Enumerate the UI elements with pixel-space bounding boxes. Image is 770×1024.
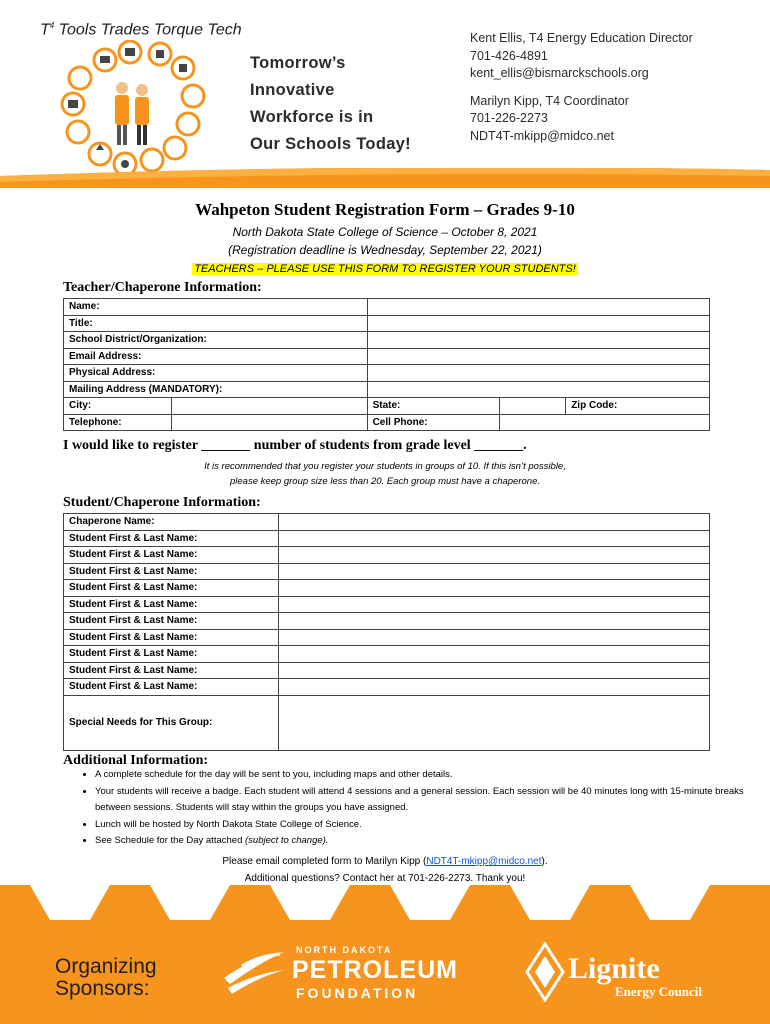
student-label: Student First & Last Name: bbox=[64, 613, 279, 630]
teacher-info-table bbox=[63, 298, 710, 431]
field-label: Physical Address: bbox=[64, 365, 368, 382]
field-label: Mailing Address (MANDATORY): bbox=[64, 381, 368, 398]
state-label: State: bbox=[367, 398, 500, 415]
student-label: Student First & Last Name: bbox=[64, 646, 279, 663]
email-instruction: Please email completed form to Marilyn Kipp (NDT4T-mkipp@midco.net). bbox=[222, 856, 548, 867]
student-label: Student First & Last Name: bbox=[64, 596, 279, 613]
student-input[interactable] bbox=[278, 547, 709, 564]
student-input[interactable] bbox=[278, 596, 709, 613]
field-label: Email Address: bbox=[64, 348, 368, 365]
additional-info-list bbox=[70, 767, 745, 850]
student-label: Student First & Last Name: bbox=[64, 629, 279, 646]
student-input[interactable] bbox=[278, 662, 709, 679]
student-input[interactable] bbox=[278, 613, 709, 630]
list-item: • Lunch will be hosted by North Dakota State College of Science. bbox=[95, 817, 745, 834]
questions-line: Additional questions? Contact her at 701-226-2273. Thank you! bbox=[244, 873, 526, 884]
npf-bottom: FOUNDATION bbox=[296, 985, 419, 1001]
school-input[interactable] bbox=[367, 332, 709, 349]
student-input[interactable] bbox=[278, 530, 709, 547]
email-link[interactable]: NDT4T-mkipp@midco.net bbox=[426, 856, 542, 867]
city-label: City: bbox=[64, 398, 172, 415]
cell-label: Cell Phone: bbox=[367, 414, 500, 431]
state-input[interactable] bbox=[500, 398, 566, 415]
npf-main: PETROLEUM bbox=[292, 956, 458, 984]
contact-name: Kent Ellis, T4 Energy Education Director bbox=[470, 31, 693, 45]
npf-top: NORTH DAKOTA bbox=[296, 945, 393, 955]
slogan: Tomorrow’s Innovative Workforce is in Our Schools Today! bbox=[250, 54, 411, 153]
organizing-sponsors-label: Organizing Sponsors: bbox=[55, 955, 157, 1000]
field-label: School District/Organization: bbox=[64, 332, 368, 349]
field-label: Name: bbox=[64, 299, 368, 316]
teacher-notice: TEACHERS – PLEASE USE THIS FORM TO REGISTER YOUR STUDENTS! bbox=[194, 263, 576, 275]
student-input[interactable] bbox=[278, 646, 709, 663]
contact-phone: 701-426-4891 bbox=[470, 48, 548, 63]
field-label: Title: bbox=[64, 315, 368, 332]
special-needs-label: Special Needs for This Group: bbox=[64, 695, 279, 750]
group-note: please keep group size less than 20. Each group must have a chaperone. bbox=[229, 476, 540, 487]
title-input[interactable] bbox=[367, 315, 709, 332]
registration-deadline: (Registration deadline is Wednesday, September 22, 2021) bbox=[228, 243, 542, 257]
email-input[interactable] bbox=[367, 348, 709, 365]
student-label: Student First & Last Name: bbox=[64, 547, 279, 564]
student-section-heading: Student/Chaperone Information: bbox=[63, 495, 261, 510]
contact-phone: 701-226-2273 bbox=[470, 111, 548, 125]
form-title: Wahpeton Student Registration Form – Grades 9-10 bbox=[195, 200, 575, 219]
program-title: $T^4$ Tools Trades Torque Tech bbox=[40, 21, 242, 39]
list-item: • See Schedule for the Day attached (subject to change). bbox=[95, 833, 745, 850]
petroleum-foundation-logo-icon bbox=[222, 948, 287, 996]
special-needs-input[interactable] bbox=[278, 695, 709, 750]
group-note: It is recommended that you register your students in groups of 10. If this isn’t possible, bbox=[204, 461, 566, 472]
student-label: Student First & Last Name: bbox=[64, 679, 279, 696]
student-label: Student First & Last Name: bbox=[64, 580, 279, 597]
student-input[interactable] bbox=[278, 563, 709, 580]
physical-address-input[interactable] bbox=[367, 365, 709, 382]
mailing-address-input[interactable] bbox=[367, 381, 709, 398]
student-input[interactable] bbox=[278, 629, 709, 646]
list-item: • A complete schedule for the day will be sent to you, including maps and other details. bbox=[95, 767, 745, 784]
additional-heading: Additional Information: bbox=[63, 753, 209, 768]
teacher-section-heading: Teacher/Chaperone Information: bbox=[63, 280, 262, 295]
t4-icon-circle-logo bbox=[60, 40, 240, 180]
contact-block bbox=[470, 30, 693, 145]
contact-email: kent_ellis@bismarckschools.org bbox=[470, 66, 649, 80]
list-item: • Your students will receive a badge. Each student will attend 4 sessions and a general session. Each session will be 40 minutes long with 15-minute breaks between sessions. Students will stay within the groups you have assigned. bbox=[95, 784, 745, 817]
telephone-label: Telephone: bbox=[64, 414, 172, 431]
student-label: Student First & Last Name: bbox=[64, 530, 279, 547]
name-input[interactable] bbox=[367, 299, 709, 316]
zip-label: Zip Code: bbox=[566, 398, 710, 415]
student-label: Student First & Last Name: bbox=[64, 563, 279, 580]
cell-input[interactable] bbox=[500, 414, 710, 431]
contact-name: Marilyn Kipp, T4 Coordinator bbox=[470, 93, 629, 108]
student-input[interactable] bbox=[278, 580, 709, 597]
chaperone-label: Chaperone Name: bbox=[64, 514, 279, 531]
student-info-table bbox=[63, 513, 710, 751]
chaperone-input[interactable] bbox=[278, 514, 709, 531]
header-orange-band bbox=[0, 168, 770, 188]
student-label: Student First & Last Name: bbox=[64, 662, 279, 679]
telephone-input[interactable] bbox=[171, 414, 367, 431]
event-subtitle: North Dakota State College of Science – October 8, 2021 bbox=[232, 225, 538, 239]
city-input[interactable] bbox=[171, 398, 367, 415]
lignite-main: Lignite bbox=[568, 952, 660, 985]
lignite-logo-icon bbox=[525, 942, 565, 1002]
contact-email: NDT4T-mkipp@midco.net bbox=[470, 128, 614, 143]
lignite-sub: Energy Council bbox=[615, 984, 703, 999]
student-input[interactable] bbox=[278, 679, 709, 696]
register-sentence: I would like to register _______ number of students from grade level _______. bbox=[63, 438, 527, 453]
